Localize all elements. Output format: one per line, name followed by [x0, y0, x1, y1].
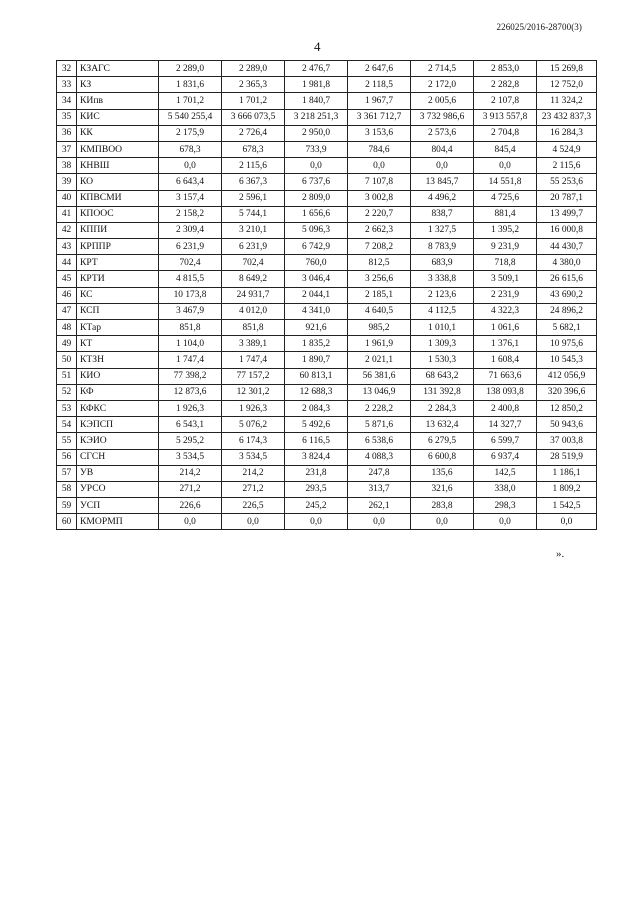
- row-number: 39: [57, 174, 77, 190]
- value-cell: 2 005,6: [411, 93, 474, 109]
- value-cell: 838,7: [411, 206, 474, 222]
- row-code: КФ: [77, 384, 159, 400]
- value-cell: 804,4: [411, 141, 474, 157]
- row-number: 48: [57, 320, 77, 336]
- row-total-cell: 16 000,8: [537, 222, 597, 238]
- row-code: КРТ: [77, 255, 159, 271]
- closing-quote-mark: ».: [556, 548, 565, 560]
- value-cell: 2 476,7: [285, 61, 348, 77]
- row-total-cell: 5 682,1: [537, 320, 597, 336]
- table-row: [57, 400, 597, 416]
- value-cell: 3 210,1: [222, 222, 285, 238]
- table-row: [57, 174, 597, 190]
- row-number: 55: [57, 433, 77, 449]
- value-cell: 2 596,1: [222, 190, 285, 206]
- value-cell: 6 538,6: [348, 433, 411, 449]
- row-code: КРТИ: [77, 271, 159, 287]
- value-cell: 0,0: [159, 514, 222, 530]
- value-cell: 4 640,5: [348, 303, 411, 319]
- row-total-cell: 26 615,6: [537, 271, 597, 287]
- value-cell: 2 185,1: [348, 287, 411, 303]
- table-row: [57, 109, 597, 125]
- row-total-cell: 43 690,2: [537, 287, 597, 303]
- table-row: [57, 125, 597, 141]
- row-number: 46: [57, 287, 77, 303]
- row-code: СГСН: [77, 449, 159, 465]
- value-cell: 2 714,5: [411, 61, 474, 77]
- row-number: 45: [57, 271, 77, 287]
- row-total-cell: 23 432 837,3: [537, 109, 597, 125]
- row-total-cell: 20 787,1: [537, 190, 597, 206]
- row-total-cell: 0,0: [537, 514, 597, 530]
- row-code: КС: [77, 287, 159, 303]
- row-total-cell: 320 396,6: [537, 384, 597, 400]
- table-row: [57, 206, 597, 222]
- value-cell: 3 913 557,8: [474, 109, 537, 125]
- row-code: КМПВОО: [77, 141, 159, 157]
- value-cell: 1 831,6: [159, 77, 222, 93]
- value-cell: 0,0: [474, 514, 537, 530]
- value-cell: 1 376,1: [474, 336, 537, 352]
- row-code: КМОРМП: [77, 514, 159, 530]
- value-cell: 3 534,5: [222, 449, 285, 465]
- value-cell: 2 662,3: [348, 222, 411, 238]
- value-cell: 2 950,0: [285, 125, 348, 141]
- value-cell: 2 172,0: [411, 77, 474, 93]
- value-cell: 338,0: [474, 481, 537, 497]
- value-cell: 245,2: [285, 498, 348, 514]
- row-code: КЗ: [77, 77, 159, 93]
- value-cell: 2 289,0: [159, 61, 222, 77]
- value-cell: 4 088,3: [348, 449, 411, 465]
- value-cell: 678,3: [159, 141, 222, 157]
- value-cell: 1 840,7: [285, 93, 348, 109]
- row-total-cell: 44 430,7: [537, 239, 597, 255]
- value-cell: 1 967,7: [348, 93, 411, 109]
- row-total-cell: 10 975,6: [537, 336, 597, 352]
- value-cell: 0,0: [474, 158, 537, 174]
- table-row: [57, 320, 597, 336]
- value-cell: 3 361 712,7: [348, 109, 411, 125]
- table-row: [57, 141, 597, 157]
- value-cell: 5 540 255,4: [159, 109, 222, 125]
- row-total-cell: 15 269,8: [537, 61, 597, 77]
- value-cell: 8 649,2: [222, 271, 285, 287]
- value-cell: 6 599,7: [474, 433, 537, 449]
- row-number: 44: [57, 255, 77, 271]
- value-cell: 6 643,4: [159, 174, 222, 190]
- value-cell: 4 322,3: [474, 303, 537, 319]
- value-cell: 0,0: [348, 514, 411, 530]
- row-code: УРСО: [77, 481, 159, 497]
- value-cell: 7 208,2: [348, 239, 411, 255]
- value-cell: 24 931,7: [222, 287, 285, 303]
- value-cell: 3 732 986,6: [411, 109, 474, 125]
- value-cell: 678,3: [222, 141, 285, 157]
- value-cell: 2 107,8: [474, 93, 537, 109]
- table-row: [57, 255, 597, 271]
- value-cell: 3 153,6: [348, 125, 411, 141]
- value-cell: 3 046,4: [285, 271, 348, 287]
- row-code: КЗАГС: [77, 61, 159, 77]
- value-cell: 2 647,6: [348, 61, 411, 77]
- value-cell: 3 002,8: [348, 190, 411, 206]
- value-cell: 3 534,5: [159, 449, 222, 465]
- value-cell: 214,2: [159, 465, 222, 481]
- row-code: КСП: [77, 303, 159, 319]
- table-row: [57, 417, 597, 433]
- value-cell: 4 112,5: [411, 303, 474, 319]
- row-total-cell: 28 519,9: [537, 449, 597, 465]
- value-cell: 2 853,0: [474, 61, 537, 77]
- value-cell: 2 021,1: [348, 352, 411, 368]
- value-cell: 5 096,3: [285, 222, 348, 238]
- value-cell: 131 392,8: [411, 384, 474, 400]
- table-body: [57, 61, 597, 530]
- row-code: КИО: [77, 368, 159, 384]
- value-cell: 214,2: [222, 465, 285, 481]
- table-row: [57, 498, 597, 514]
- row-number: 33: [57, 77, 77, 93]
- value-cell: 2 115,6: [222, 158, 285, 174]
- value-cell: 1 926,3: [222, 400, 285, 416]
- value-cell: 851,8: [222, 320, 285, 336]
- value-cell: 4 815,5: [159, 271, 222, 287]
- value-cell: 262,1: [348, 498, 411, 514]
- row-total-cell: 12 752,0: [537, 77, 597, 93]
- table-row: [57, 287, 597, 303]
- row-total-cell: 37 003,8: [537, 433, 597, 449]
- value-cell: 702,4: [222, 255, 285, 271]
- value-cell: 2 365,3: [222, 77, 285, 93]
- value-cell: 1 608,4: [474, 352, 537, 368]
- table-row: [57, 239, 597, 255]
- value-cell: 1 010,1: [411, 320, 474, 336]
- row-number: 50: [57, 352, 77, 368]
- value-cell: 6 174,3: [222, 433, 285, 449]
- value-cell: 2 809,0: [285, 190, 348, 206]
- value-cell: 6 742,9: [285, 239, 348, 255]
- value-cell: 6 279,5: [411, 433, 474, 449]
- row-number: 37: [57, 141, 77, 157]
- row-code: КТ: [77, 336, 159, 352]
- row-total-cell: 16 284,3: [537, 125, 597, 141]
- row-total-cell: 4 524,9: [537, 141, 597, 157]
- value-cell: 68 643,2: [411, 368, 474, 384]
- value-cell: 321,6: [411, 481, 474, 497]
- value-cell: 10 173,8: [159, 287, 222, 303]
- value-cell: 851,8: [159, 320, 222, 336]
- table-row: [57, 190, 597, 206]
- row-number: 32: [57, 61, 77, 77]
- value-cell: 2 289,0: [222, 61, 285, 77]
- value-cell: 718,8: [474, 255, 537, 271]
- value-cell: 6 600,8: [411, 449, 474, 465]
- value-cell: 2 220,7: [348, 206, 411, 222]
- row-number: 54: [57, 417, 77, 433]
- value-cell: 0,0: [411, 514, 474, 530]
- row-code: УВ: [77, 465, 159, 481]
- value-cell: 1 961,9: [348, 336, 411, 352]
- row-total-cell: 11 324,2: [537, 93, 597, 109]
- row-total-cell: 10 545,3: [537, 352, 597, 368]
- table-row: [57, 514, 597, 530]
- value-cell: 135,6: [411, 465, 474, 481]
- row-number: 59: [57, 498, 77, 514]
- table-row: [57, 384, 597, 400]
- value-cell: 3 824,4: [285, 449, 348, 465]
- row-total-cell: 1 809,2: [537, 481, 597, 497]
- value-cell: 7 107,8: [348, 174, 411, 190]
- row-code: КПООС: [77, 206, 159, 222]
- value-cell: 2 309,4: [159, 222, 222, 238]
- value-cell: 3 467,9: [159, 303, 222, 319]
- value-cell: 2 704,8: [474, 125, 537, 141]
- value-cell: 3 256,6: [348, 271, 411, 287]
- row-number: 47: [57, 303, 77, 319]
- value-cell: 4 725,6: [474, 190, 537, 206]
- value-cell: 3 338,8: [411, 271, 474, 287]
- value-cell: 5 744,1: [222, 206, 285, 222]
- value-cell: 13 632,4: [411, 417, 474, 433]
- value-cell: 5 076,2: [222, 417, 285, 433]
- value-cell: 12 301,2: [222, 384, 285, 400]
- row-code: КТЗН: [77, 352, 159, 368]
- value-cell: 2 084,3: [285, 400, 348, 416]
- table-row: [57, 352, 597, 368]
- row-number: 36: [57, 125, 77, 141]
- value-cell: 271,2: [222, 481, 285, 497]
- table-row: [57, 481, 597, 497]
- value-cell: 3 389,1: [222, 336, 285, 352]
- row-number: 58: [57, 481, 77, 497]
- table-row: [57, 158, 597, 174]
- value-cell: 6 231,9: [222, 239, 285, 255]
- value-cell: 1 061,6: [474, 320, 537, 336]
- value-cell: 8 783,9: [411, 239, 474, 255]
- value-cell: 14 327,7: [474, 417, 537, 433]
- row-number: 35: [57, 109, 77, 125]
- value-cell: 2 400,8: [474, 400, 537, 416]
- table-row: [57, 336, 597, 352]
- row-number: 41: [57, 206, 77, 222]
- value-cell: 2 118,5: [348, 77, 411, 93]
- value-cell: 12 688,3: [285, 384, 348, 400]
- row-code: КЭИО: [77, 433, 159, 449]
- value-cell: 4 012,0: [222, 303, 285, 319]
- value-cell: 60 813,1: [285, 368, 348, 384]
- value-cell: 6 231,9: [159, 239, 222, 255]
- table-row: [57, 61, 597, 77]
- value-cell: 1 926,3: [159, 400, 222, 416]
- table-row: [57, 222, 597, 238]
- row-code: КТар: [77, 320, 159, 336]
- value-cell: 760,0: [285, 255, 348, 271]
- row-number: 38: [57, 158, 77, 174]
- value-cell: 3 218 251,3: [285, 109, 348, 125]
- value-cell: 2 228,2: [348, 400, 411, 416]
- value-cell: 1 656,6: [285, 206, 348, 222]
- table-row: [57, 77, 597, 93]
- value-cell: 1 747,4: [159, 352, 222, 368]
- value-cell: 733,9: [285, 141, 348, 157]
- row-number: 52: [57, 384, 77, 400]
- value-cell: 5 871,6: [348, 417, 411, 433]
- value-cell: 1 327,5: [411, 222, 474, 238]
- row-code: КК: [77, 125, 159, 141]
- value-cell: 4 496,2: [411, 190, 474, 206]
- value-cell: 298,3: [474, 498, 537, 514]
- value-cell: 0,0: [222, 514, 285, 530]
- value-cell: 1 701,2: [222, 93, 285, 109]
- value-cell: 2 175,9: [159, 125, 222, 141]
- table-row: [57, 303, 597, 319]
- value-cell: 784,6: [348, 141, 411, 157]
- value-cell: 77 157,2: [222, 368, 285, 384]
- row-number: 40: [57, 190, 77, 206]
- row-number: 42: [57, 222, 77, 238]
- row-total-cell: 13 499,7: [537, 206, 597, 222]
- row-number: 56: [57, 449, 77, 465]
- value-cell: 9 231,9: [474, 239, 537, 255]
- row-total-cell: 55 253,6: [537, 174, 597, 190]
- row-total-cell: 1 542,5: [537, 498, 597, 514]
- value-cell: 247,8: [348, 465, 411, 481]
- value-cell: 3 666 073,5: [222, 109, 285, 125]
- row-total-cell: 24 896,2: [537, 303, 597, 319]
- value-cell: 14 551,8: [474, 174, 537, 190]
- value-cell: 13 845,7: [411, 174, 474, 190]
- row-total-cell: 50 943,6: [537, 417, 597, 433]
- row-code: КППИ: [77, 222, 159, 238]
- row-number: 43: [57, 239, 77, 255]
- value-cell: 4 341,0: [285, 303, 348, 319]
- value-cell: 5 295,2: [159, 433, 222, 449]
- table-row: [57, 93, 597, 109]
- value-cell: 56 381,6: [348, 368, 411, 384]
- value-cell: 0,0: [285, 158, 348, 174]
- row-code: КИпв: [77, 93, 159, 109]
- value-cell: 0,0: [411, 158, 474, 174]
- row-code: КИС: [77, 109, 159, 125]
- row-total-cell: 2 115,6: [537, 158, 597, 174]
- value-cell: 6 737,6: [285, 174, 348, 190]
- row-total-cell: 412 056,9: [537, 368, 597, 384]
- row-code: УСП: [77, 498, 159, 514]
- value-cell: 2 158,2: [159, 206, 222, 222]
- row-code: КПВСМИ: [77, 190, 159, 206]
- table-row: [57, 271, 597, 287]
- value-cell: 845,4: [474, 141, 537, 157]
- value-cell: 271,2: [159, 481, 222, 497]
- row-number: 60: [57, 514, 77, 530]
- row-code: КО: [77, 174, 159, 190]
- document-id: 226025/2016-28700(3): [496, 22, 582, 32]
- value-cell: 138 093,8: [474, 384, 537, 400]
- table-row: [57, 465, 597, 481]
- value-cell: 683,9: [411, 255, 474, 271]
- value-cell: 1 835,2: [285, 336, 348, 352]
- value-cell: 6 937,4: [474, 449, 537, 465]
- value-cell: 2 573,6: [411, 125, 474, 141]
- value-cell: 2 726,4: [222, 125, 285, 141]
- value-cell: 1 395,2: [474, 222, 537, 238]
- row-code: КЭПСП: [77, 417, 159, 433]
- value-cell: 1 890,7: [285, 352, 348, 368]
- value-cell: 2 284,3: [411, 400, 474, 416]
- value-cell: 881,4: [474, 206, 537, 222]
- value-cell: 2 123,6: [411, 287, 474, 303]
- value-cell: 1 530,3: [411, 352, 474, 368]
- value-cell: 2 044,1: [285, 287, 348, 303]
- row-code: КФКС: [77, 400, 159, 416]
- value-cell: 3 509,1: [474, 271, 537, 287]
- row-number: 49: [57, 336, 77, 352]
- value-cell: 226,6: [159, 498, 222, 514]
- table-row: [57, 449, 597, 465]
- row-total-cell: 1 186,1: [537, 465, 597, 481]
- value-cell: 313,7: [348, 481, 411, 497]
- value-cell: 77 398,2: [159, 368, 222, 384]
- page-number: 4: [314, 39, 321, 54]
- row-number: 53: [57, 400, 77, 416]
- value-cell: 1 309,3: [411, 336, 474, 352]
- table-row: [57, 368, 597, 384]
- value-cell: 702,4: [159, 255, 222, 271]
- value-cell: 283,8: [411, 498, 474, 514]
- value-cell: 2 231,9: [474, 287, 537, 303]
- value-cell: 921,6: [285, 320, 348, 336]
- row-code: КРППР: [77, 239, 159, 255]
- value-cell: 6 116,5: [285, 433, 348, 449]
- value-cell: 6 367,3: [222, 174, 285, 190]
- row-number: 34: [57, 93, 77, 109]
- row-number: 57: [57, 465, 77, 481]
- value-cell: 226,5: [222, 498, 285, 514]
- value-cell: 1 981,8: [285, 77, 348, 93]
- value-cell: 812,5: [348, 255, 411, 271]
- table-row: [57, 433, 597, 449]
- value-cell: 142,5: [474, 465, 537, 481]
- value-cell: 2 282,8: [474, 77, 537, 93]
- value-cell: 3 157,4: [159, 190, 222, 206]
- value-cell: 13 046,9: [348, 384, 411, 400]
- value-cell: 0,0: [159, 158, 222, 174]
- row-code: КНВШ: [77, 158, 159, 174]
- budget-table: [56, 60, 597, 530]
- value-cell: 1 104,0: [159, 336, 222, 352]
- row-total-cell: 4 380,0: [537, 255, 597, 271]
- value-cell: 1 701,2: [159, 93, 222, 109]
- value-cell: 0,0: [285, 514, 348, 530]
- value-cell: 0,0: [348, 158, 411, 174]
- value-cell: 6 543,1: [159, 417, 222, 433]
- row-total-cell: 12 850,2: [537, 400, 597, 416]
- row-number: 51: [57, 368, 77, 384]
- value-cell: 985,2: [348, 320, 411, 336]
- value-cell: 5 492,6: [285, 417, 348, 433]
- value-cell: 293,5: [285, 481, 348, 497]
- value-cell: 1 747,4: [222, 352, 285, 368]
- value-cell: 231,8: [285, 465, 348, 481]
- value-cell: 12 873,6: [159, 384, 222, 400]
- value-cell: 71 663,6: [474, 368, 537, 384]
